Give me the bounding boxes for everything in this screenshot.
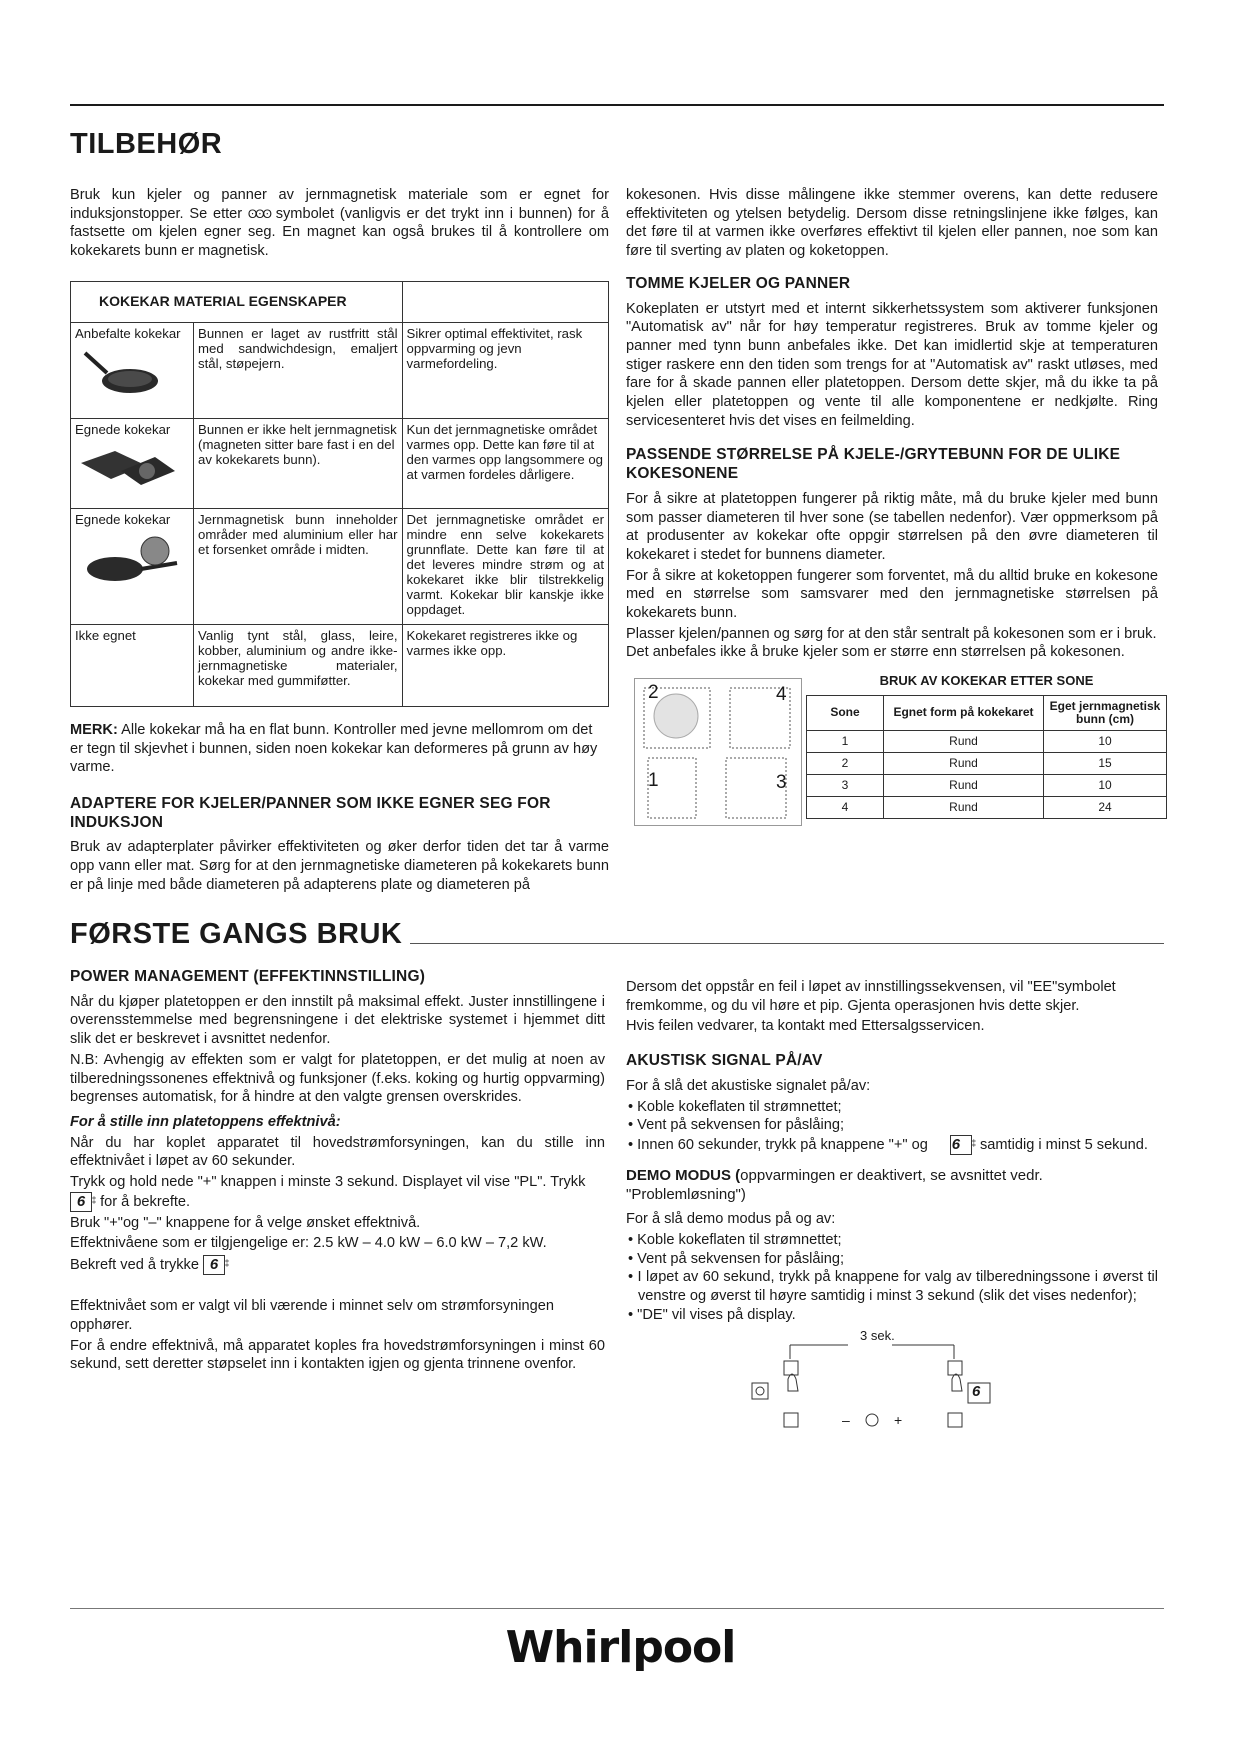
zone-cell: 15 [1044, 752, 1167, 774]
row-material: Bunnen er ikke helt jernmagnetisk (magneten sitter bare fast i en del av kokekarets bunn). [194, 418, 402, 508]
row-material: Vanlig tynt stål, glass, leire, kobber, aluminium og andre ikke-jernmagnetiske materialer, kokekar med gummiføtter. [194, 624, 402, 706]
right-column-lower [626, 978, 1158, 1443]
continued-text: kokesonen. Hvis disse målingene ikke stemmer overens, kan dette redusere effektiviteten og ytelsen betydelig. Dersom disse retningslinjene ikke følges, kan det føre til at varmen ikke overføres effektivt til kjelen eller pannen, noe som kan føre til sverting av platen og koketoppen. [626, 187, 1158, 260]
row-props: Det jernmagnetiske området er mindre enn selve kokekarets grunnflate. Dette kan føre til at det leveres mindre strøm og at kokekaret ikke blir tilstrekkelig varmt. Kokekar blir kanskje ikke oppdaget. [402, 508, 608, 624]
zone-label: 3 [776, 772, 787, 794]
zone-header: Egnet form på kokekaret [884, 695, 1044, 730]
adaptere-text: Bruk av adapterplater påvirker effektiviteten og øker derfor tiden det tar å varme opp vann eller mat. Sørg for at den jernmagnetiske diameteren på kokekarets bunn er på linje med både diameteren på adapterens plate og diameteren på [70, 839, 609, 893]
row-props: Sikrer optimal effektivitet, rask oppvarming og jevn varmefordeling. [402, 322, 608, 418]
table-row [71, 508, 194, 624]
zone-table-caption: BRUK AV KOKEKAR ETTER SONE [879, 673, 1094, 689]
zone-label: 1 [648, 770, 659, 792]
power-p4 [70, 1173, 605, 1212]
zone-cell: 4 [807, 796, 884, 818]
merk-note [70, 721, 609, 777]
zone-table-wrap [806, 672, 1167, 819]
storrelse-p1: For å sikre at platetoppen fungerer på riktig måte, må du bruke kjeler med bunn som passer diameteren til hver sone (se tabellen nedenfor). Vær oppmerksom på at produsenter av kokekar ofte oppgir størrelsen på den øvre diameteren til kokekaret i stedet for bunnens diameter. [626, 490, 1158, 563]
control-panel-diagram [746, 1333, 1036, 1441]
induction-symbol-icon: ʘʘʘ [247, 206, 270, 221]
table-row: Ikke egnet [71, 624, 194, 706]
table-row [807, 774, 1167, 796]
table-row [807, 730, 1167, 752]
tomme-heading: TOMME KJELER OG PANNER [626, 274, 851, 292]
table-row [71, 322, 194, 418]
zone-select-icon: ⁑ [92, 1196, 96, 1206]
merk-text: Alle kokekar må ha en flat bunn. Kontroller med jevne mellomrom om det er tegn til skjevhet i bunnen, siden noen kokekar kan deformeres på grunn av høy varme. [70, 721, 598, 776]
section-title-tilbehor: TILBEHØR [70, 128, 223, 160]
material-table-header: KOKEKAR MATERIAL EGENSKAPER [71, 281, 403, 322]
grill-pans-icon [75, 443, 175, 491]
intro-paragraph [70, 186, 609, 261]
power-p7 [70, 1255, 605, 1275]
akustisk-heading: AKUSTISK SIGNAL PÅ/AV [626, 1052, 823, 1070]
zone-header: Eget jernmagnetisk bunn (cm) [1044, 695, 1167, 730]
power-p4-confirm: for å bekrefte. [100, 1193, 191, 1210]
zone-cell: 1 [807, 730, 884, 752]
plus-button: + [894, 1411, 903, 1428]
demo-heading [626, 1167, 1158, 1204]
ee-p1: Dersom det oppstår en feil i løpet av innstillingssekvensen, vil "EE"symbolet fremkomme, og du vil høre et pip. Gjenta operasjonen hvis dette skjer. [626, 979, 1116, 1014]
power-p7-text: Bekreft ved å trykke [70, 1257, 199, 1273]
list-item: • Vent på sekvensen for påslåing; [628, 1250, 845, 1267]
power-p3: Når du har koplet apparatet til hovedstrømforsyningen, kan du stille inn effektnivået i løpet av 60 sekunder. [70, 1134, 605, 1170]
demo-title: DEMO MODUS ( [626, 1166, 741, 1184]
list-item: • Koble kokeflaten til strømnettet; [628, 1098, 842, 1115]
table-row [807, 796, 1167, 818]
demo-time-label: 3 sek. [860, 1327, 895, 1343]
zone-cell: Rund [884, 796, 1044, 818]
zone-cell: 24 [1044, 796, 1167, 818]
storrelse-p3: Plasser kjelen/pannen og sørg for at den står sentralt på kokesonen som er i bruk. Det anbefales ikke å bruke kjeler som er større enn størrelsen på kokesonen. [626, 625, 1157, 661]
zone-cell: Rund [884, 774, 1044, 796]
zone-cell: 3 [807, 774, 884, 796]
merk-label: MERK: [70, 721, 118, 738]
boost-six-icon: 6 [203, 1255, 225, 1275]
boost-six-icon: 6 [950, 1135, 972, 1155]
zone-cell: 2 [807, 752, 884, 774]
zone-select-icon: ⁑ [225, 1259, 230, 1269]
row-material: Jernmagnetisk bunn inneholder områder med aluminium eller har et forsenket område i midten. [194, 508, 402, 624]
footer-rule [70, 1608, 1164, 1609]
demo-intro: For å slå demo modus på og av: [626, 1211, 836, 1228]
material-table-header-empty [402, 281, 608, 322]
table-row [71, 418, 194, 508]
zone-cell: Rund [884, 730, 1044, 752]
left-column-lower [70, 968, 605, 1376]
power-subheading: For å stille inn platetoppens effektnivå: [70, 1113, 341, 1130]
power-p5: Bruk "+"og "–" knappene for å velge ønsket effektnivå. [70, 1214, 421, 1231]
power-p8: Effektnivået som er valgt vil bli værende i minnet selv om strømforsyningen opphører. [70, 1298, 554, 1333]
adaptere-heading: ADAPTERE FOR KJELER/PANNER SOM IKKE EGNER SEG FOR INDUKSJON [70, 794, 551, 831]
cookware-material-table [70, 281, 609, 707]
ee-p2: Hvis feilen vedvarer, ta kontakt med Ettersalgsservicen. [626, 1018, 985, 1035]
list-item: • Koble kokeflaten til strømnettet; [628, 1232, 842, 1249]
intro-text-a: Bruk kun kjeler og panner av jernmagnetisk materiale som er egnet for induksjonstopper. Se etter [70, 187, 609, 222]
zone-figure [626, 672, 1161, 832]
row-type: Egnede kokekar [75, 421, 171, 437]
zone-label: 2 [648, 682, 659, 704]
whirlpool-logo: Whirlpool [505, 1622, 736, 1673]
boost-six-icon: 6 [972, 1382, 981, 1400]
row-type: Egnede kokekar [75, 511, 171, 527]
row-material: Bunnen er laget av rustfritt stål med sandwichdesign, emaljert stål, støpejern. [194, 322, 402, 418]
power-p9: For å endre effektnivå, må apparatet koples fra hovedstrømforsyningen i minst 60 sekund, sett deretter støpselet inn i kontakten igjen og gjenta trinnene ovenfor. [70, 1337, 605, 1373]
row-props: Kun det jernmagnetiske området varmes opp. Dette kan føre til at den varmes opp langsommere og at varmen fordeles dårligere. [402, 418, 608, 508]
table-row [807, 752, 1167, 774]
power-p6: Effektnivåene som er tilgjengelige er: 2.5 kW – 4.0 kW – 6.0 kW – 7,2 kW. [70, 1235, 547, 1252]
power-p4-text: Trykk og hold nede "+" knappen i minste 3 sekund. Displayet vil vise "PL". Trykk [70, 1174, 586, 1191]
left-column-upper [70, 186, 609, 896]
zone-header: Sone [807, 695, 884, 730]
akustisk-list [626, 1098, 1158, 1155]
row-props: Kokekaret registreres ikke og varmes ikke opp. [402, 624, 608, 706]
section-title-forste: FØRSTE GANGS BRUK [70, 918, 410, 951]
row-type: Anbefalte kokekar [75, 325, 181, 341]
intro-text-b: symbolet (vanligvis er det trykt inn i bunnen) for å fastsette om kjelen egner seg. En magnet kan også brukes til å kontrollere om kokekarets bunn er magnetisk. [70, 205, 609, 260]
boost-six-icon: 6 [70, 1192, 92, 1212]
list-item: • "DE" vil vises på display. [628, 1306, 796, 1323]
zone-cell: 10 [1044, 730, 1167, 752]
zone-cell: Rund [884, 752, 1044, 774]
akustisk-tail: samtidig i minst 5 sekund. [979, 1136, 1148, 1153]
pans-base-icon [75, 533, 185, 589]
akustisk-intro: For å slå det akustiske signalet på/av: [626, 1077, 871, 1094]
zone-label: 4 [776, 684, 787, 706]
tomme-text: Kokeplaten er utstyrt med et internt sikkerhetssystem som aktiverer funksjonen "Automatisk av" når for høy temperatur registreres. Bruk av tomme kjeler og panner med tynn bunn anbefales ikke. Det kan imidlertid skje at temperaturen stiger raskere enn den tiden som trengs for at "Automatisk av" raskt utløses, med fare for å skade pannen eller platetoppen. Dersom dette skjer, må du ikke ta på kjelen eller platetoppen og vente til alle komponentene er nedkjølte. Ring servicesenteret hvis det vises en feilmelding. [626, 300, 1158, 429]
minus-button: – [842, 1411, 850, 1428]
akustisk-item-text: • Innen 60 sekunder, trykk på knappene "+" og [628, 1136, 928, 1153]
frying-pan-icon [75, 347, 165, 399]
demo-control-figure [626, 1327, 1158, 1443]
demo-list [626, 1231, 1158, 1325]
zone-select-icon: ⁑ [971, 1139, 976, 1149]
top-rule [70, 104, 1164, 106]
zone-table [806, 695, 1167, 819]
list-item: • I løpet av 60 sekund, trykk på knappene for valg av tilberedningssone i øverst til venstre og øverst til høyre samtidig i minst 3 sekund (slik det vises nedenfor); [628, 1269, 1158, 1305]
zone-cell: 10 [1044, 774, 1167, 796]
power-heading: POWER MANAGEMENT (EFFEKTINNSTILLING) [70, 968, 426, 985]
power-p1: Når du kjøper platetoppen er den innstilt på maksimal effekt. Juster innstillingene i overensstemmelse med begrensningene i det elektriske systemet i hjemmet ditt slik det er beskrevet i avsnittet nedenfor. [70, 993, 605, 1048]
power-p2: N.B: Avhengig av effekten som er valgt for platetoppen, er det mulig at noen av tilberedningssonenes effektnivå og funksjoner (f.eks. koking og hurtig oppvarming) begrenses automatisk, for å hindre at den valgte grensen overskrides. [70, 1051, 605, 1106]
list-item: • Vent på sekvensen for påslåing; [628, 1117, 845, 1134]
right-column-upper [626, 186, 1161, 832]
storrelse-p2: For å sikre at koketoppen fungerer som forventet, må du alltid bruke en kokesone med en størrelse som samsvarer med den jernmagnetiske størrelsen på kokekarets bunn. [626, 567, 1158, 622]
storrelse-heading: PASSENDE STØRRELSE PÅ KJELE-/GRYTEBUNN FOR DE ULIKE KOKESONENE [626, 446, 1121, 483]
demo-title-rest: oppvarmingen er deaktivert, se avsnittet vedr. "Problemløsning") [626, 1166, 1043, 1203]
list-item [626, 1135, 1158, 1155]
